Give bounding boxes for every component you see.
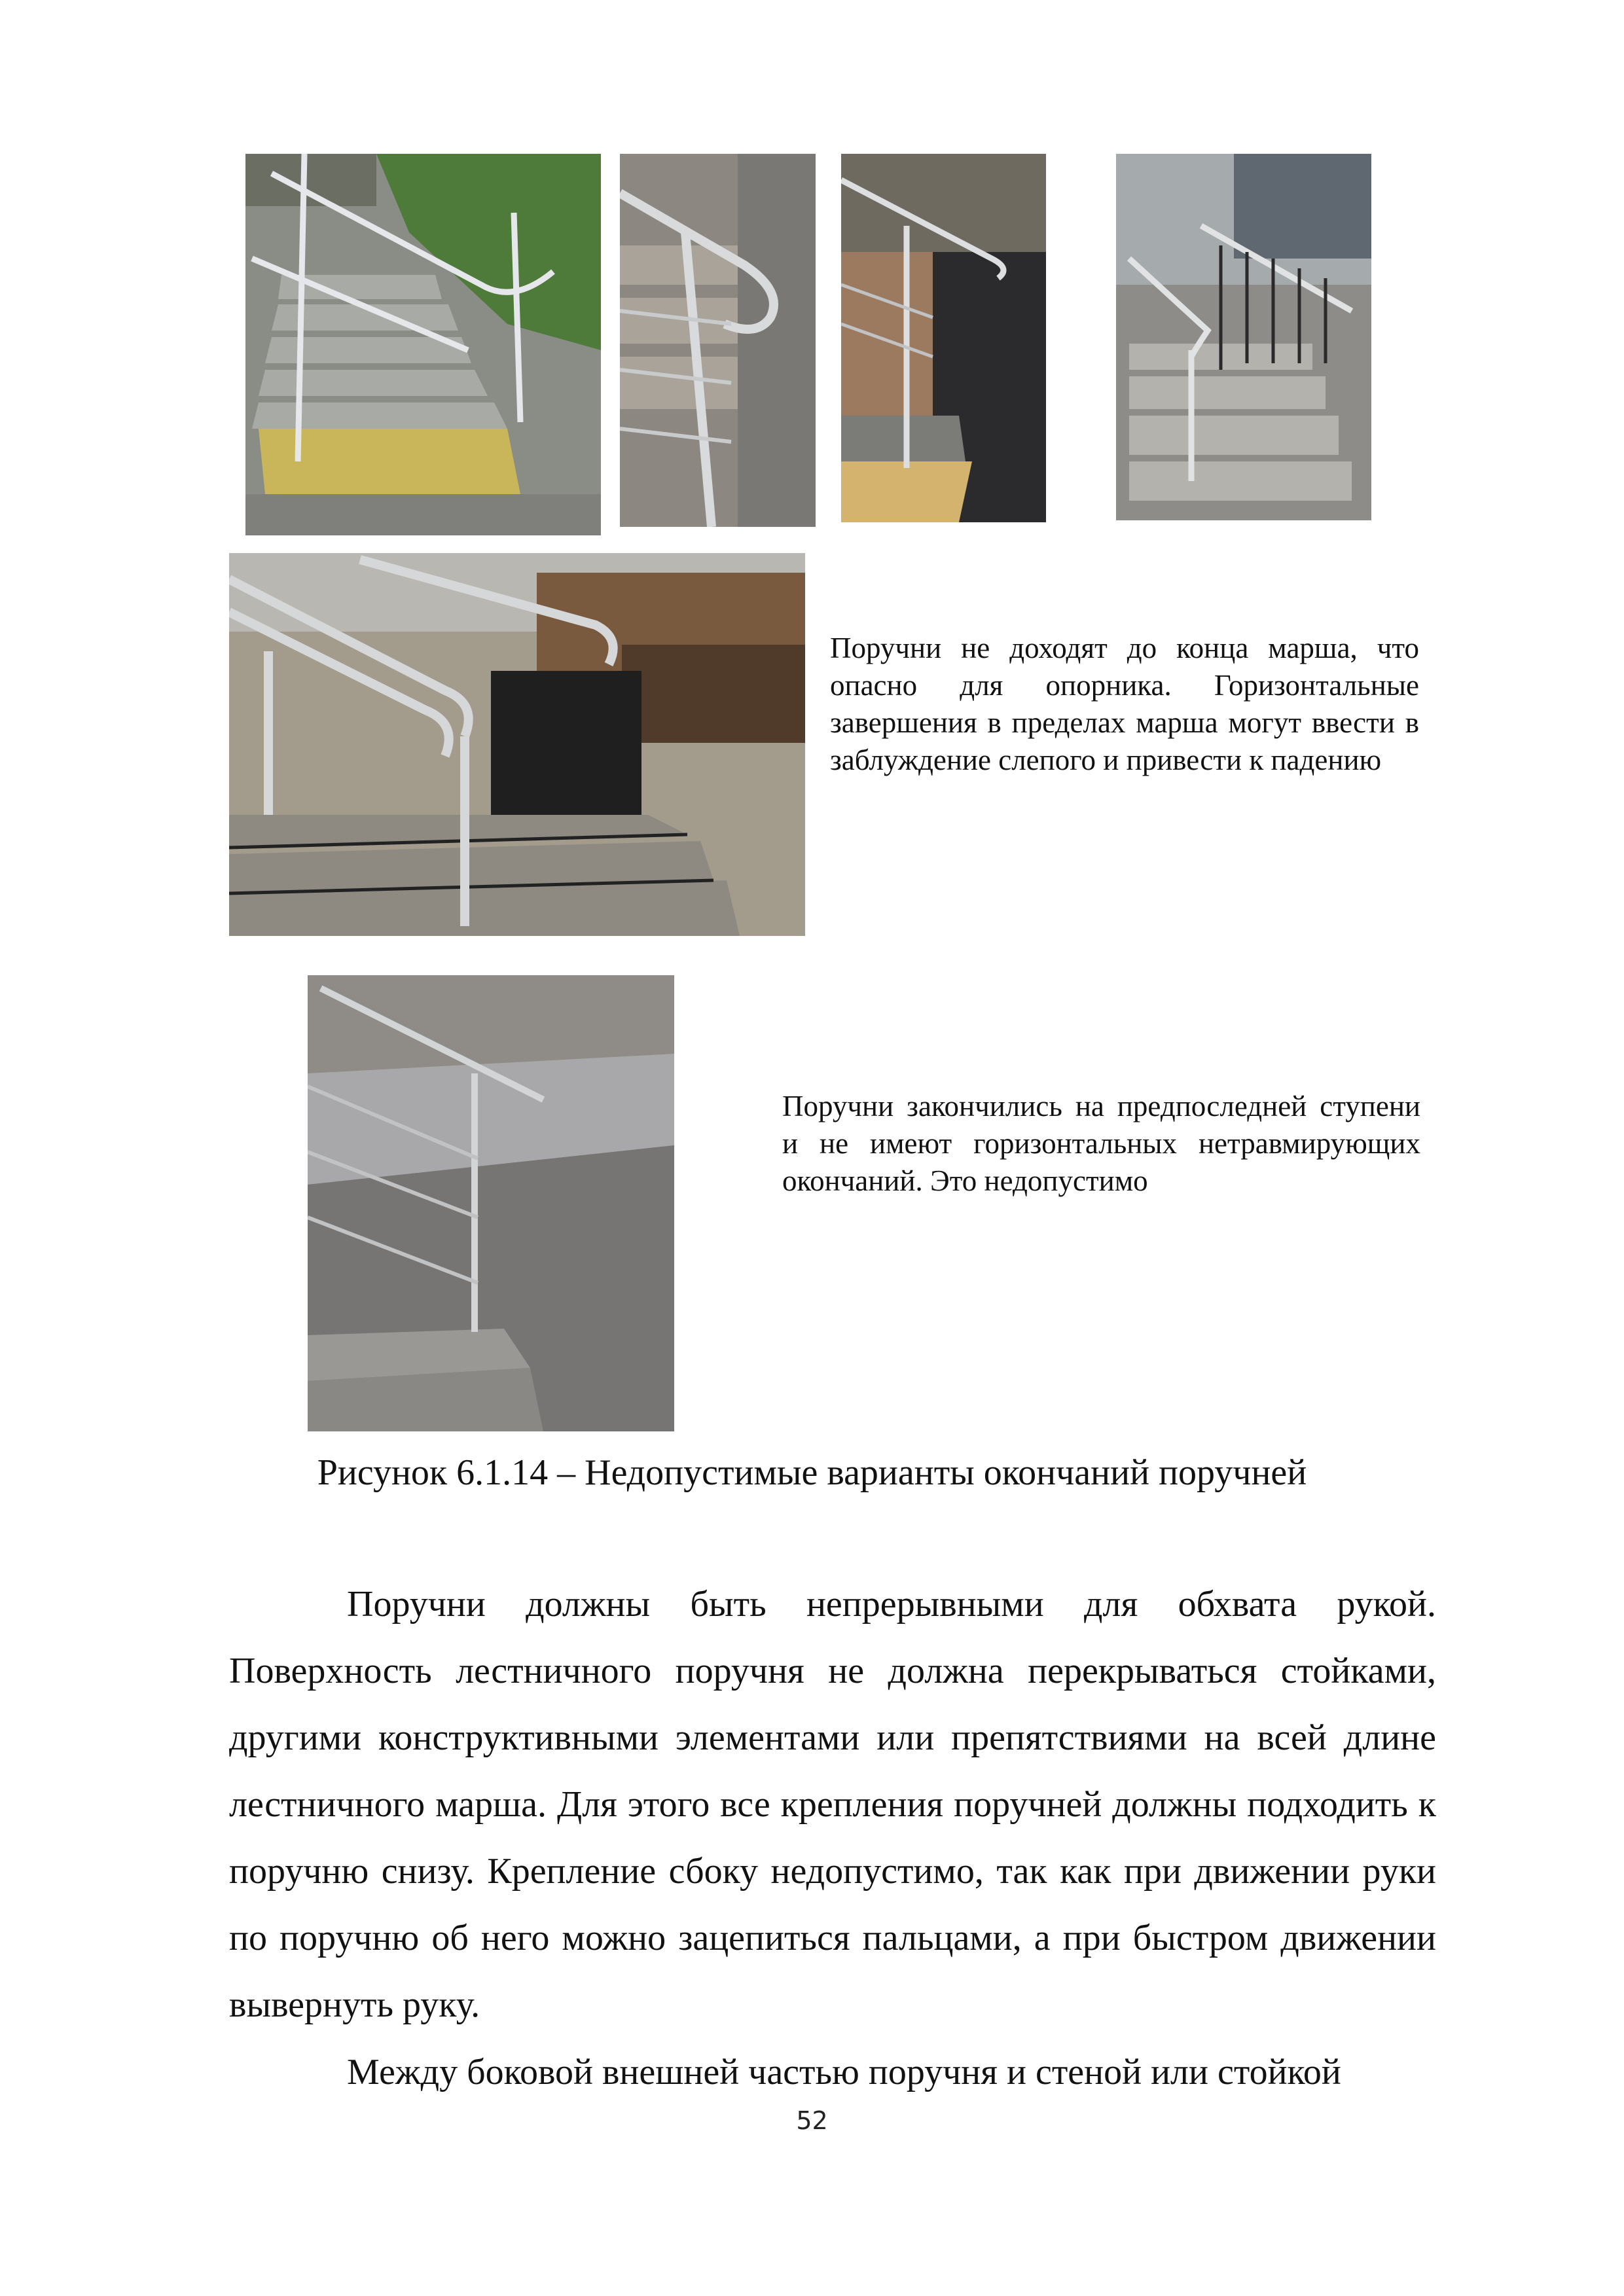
photo-stairs-yellow-strip [245, 154, 601, 535]
figure-note-1: Поручни не доходят до конца марша, что опасно для опорника. Горизонтальные завершения в пределах марша могут ввести в заблуждение слепого и привести к падению [830, 632, 1419, 776]
body-paragraph-1: Поручни должны быть непрерывными для обхвата рукой. Поверхность лестничного поручня не должна перекрываться стойками, другими конструктивными элементами или препятствиями на всей длине лестничного марша. Для этого все крепления поручней должны подходить к поручню снизу. Крепление сбоку недопустимо, так как при движении руки по поручню об него можно зацепиться пальцами, а при быстром движении вывернуть руку. [229, 1584, 1436, 2025]
figure-note-2: Поручни закончились на предпоследней ступени и не имеют горизонтальных нетравмирующих окончаний. Это недопустимо [782, 1090, 1420, 1197]
photo-curved-handrail-end [620, 154, 816, 527]
figure-caption: Рисунок 6.1.14 – Недопустимые варианты окончаний поручней [317, 1452, 1307, 1493]
page-number: 52 [796, 2106, 828, 2135]
photo-handrail-beside-steps [841, 154, 1046, 522]
photo-entrance-stairs [1116, 154, 1371, 520]
body-paragraph-2: Между боковой внешней частью поручня и стеной или стойкой [347, 2052, 1341, 2092]
photo-double-handrails [229, 553, 805, 936]
photo-penultimate-step-end [308, 975, 674, 1431]
